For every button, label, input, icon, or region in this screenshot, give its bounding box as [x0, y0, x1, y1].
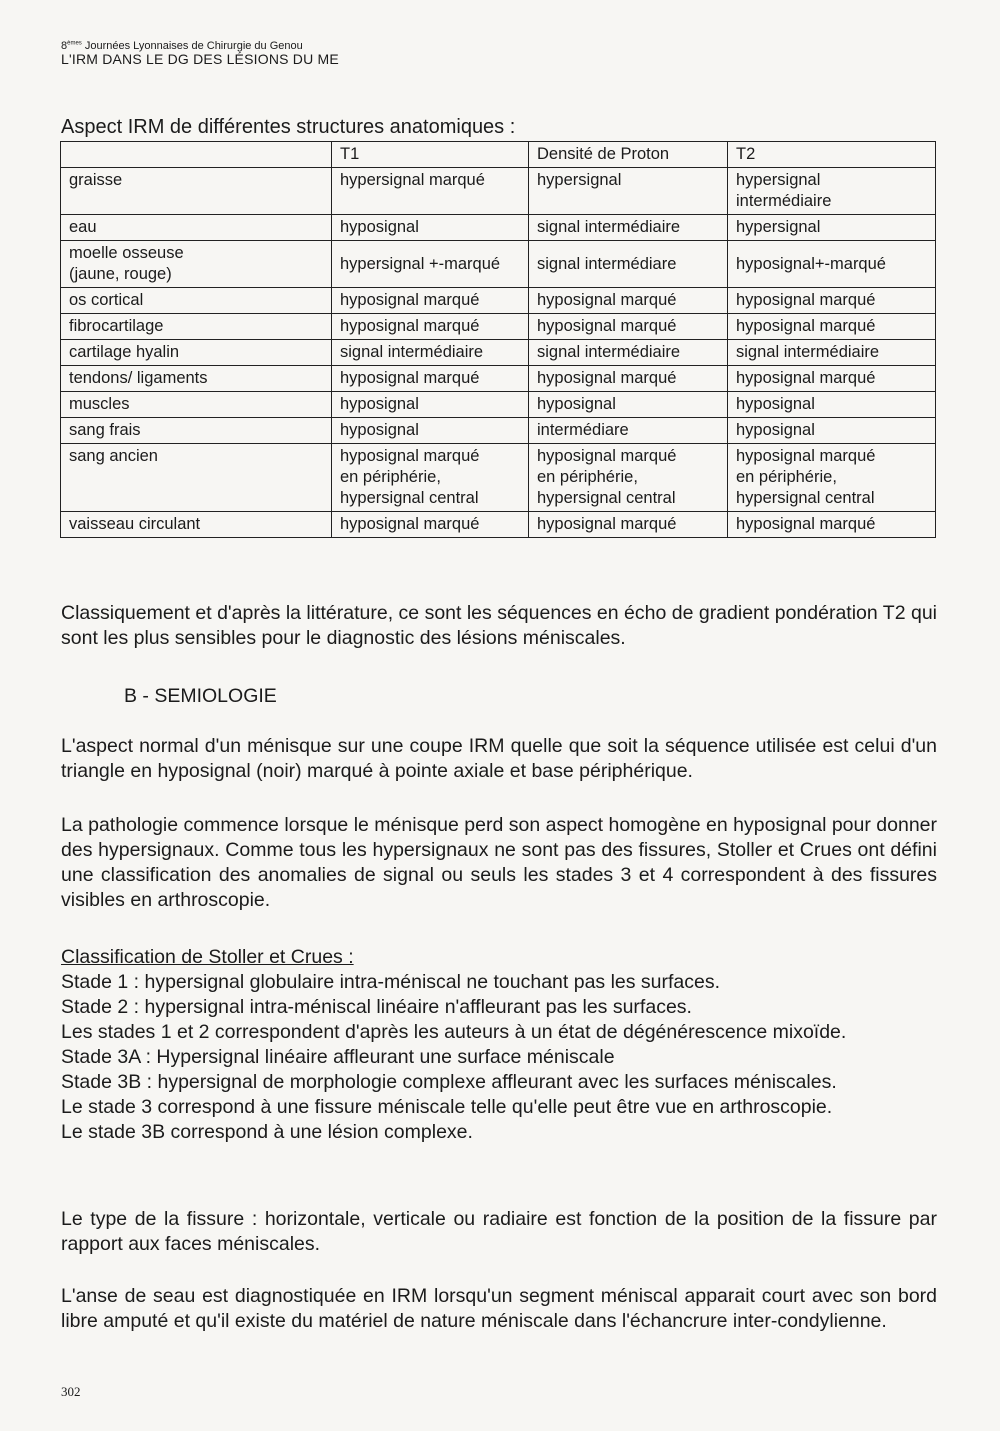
table-cell-t2 [728, 168, 936, 215]
cell-line: en périphérie, [340, 468, 441, 486]
edition-superscript: èmes [67, 40, 82, 47]
paragraph-sequences: Classiquement et d'après la littérature, ce sont les séquences en écho de gradient pondération T2 qui sont les plus sensibles pour le diagnostic des lésions méniscales. [61, 602, 937, 649]
table-header-row [61, 142, 936, 168]
cell-line: muscles [69, 395, 130, 413]
table-cell-dp [529, 366, 728, 392]
table-row [61, 215, 936, 241]
stades-1-2-note: Les stades 1 et 2 correspondent d'après les auteurs à un état de dégénérescence mixoïde. [61, 1021, 847, 1043]
table-cell-structure [61, 215, 332, 241]
cell-line: hyposignal marqué [736, 291, 876, 309]
cell-line: intermédiare [537, 421, 629, 439]
table-header [61, 142, 936, 168]
cell-line: hyposignal marqué [340, 447, 480, 465]
table-cell-t2 [728, 512, 936, 538]
paragraph-normal-aspect: L'aspect normal d'un ménisque sur une coupe IRM quelle que soit la séquence utilisée est celui d'un triangle en hyposignal (noir) marqué à pointe axiale et base périphérique. [61, 735, 937, 782]
cell-line: hyposignal marqué [537, 369, 677, 387]
cell-line: os cortical [69, 291, 144, 309]
chapter-title: L'IRM DANS LE DG DES LÉSIONS DU ME [61, 51, 339, 68]
cell-line: signal intermédiaire [736, 343, 880, 361]
cell-line: signal intermédiaire [537, 218, 681, 236]
table-cell-t2 [728, 288, 936, 314]
irm-aspect-table [60, 141, 936, 538]
header-cell-t1: T1 [332, 142, 529, 168]
cell-line: signal intermédiaire [537, 343, 681, 361]
table-cell-t1 [332, 418, 529, 444]
table-cell-t1 [332, 215, 529, 241]
table-row [61, 340, 936, 366]
cell-line: eau [69, 218, 97, 236]
cell-line: hyposignal marqué [340, 291, 480, 309]
table-cell-dp [529, 444, 728, 512]
stade-3b: Stade 3B : hypersignal de morphologie complexe affleurant avec les surfaces méniscales. [61, 1071, 837, 1093]
cell-line: hyposignal marqué [537, 291, 677, 309]
table-cell-t2 [728, 314, 936, 340]
header-cell-t2: T2 [728, 142, 936, 168]
conference-name: Journées Lyonnaises de Chirurgie du Genou [81, 40, 303, 52]
table-cell-structure [61, 314, 332, 340]
stade-2: Stade 2 : hypersignal intra-méniscal linéaire n'affleurant pas les surfaces. [61, 996, 692, 1018]
cell-line: hyposignal marqué [736, 515, 876, 533]
table-row [61, 392, 936, 418]
cell-line: hyposignal [340, 218, 419, 236]
cell-line: hyposignal [340, 421, 419, 439]
table-cell-t2 [728, 392, 936, 418]
table-cell-dp [529, 168, 728, 215]
cell-line: hypersignal central [736, 489, 875, 507]
cell-line: vaisseau circulant [69, 515, 201, 533]
table-cell-structure [61, 168, 332, 215]
table-cell-structure [61, 241, 332, 288]
cell-line: hyposignal+-marqué [736, 254, 886, 273]
cell-line: hyposignal marqué [340, 317, 480, 335]
cell-line: en périphérie, [537, 468, 638, 486]
cell-line: hyposignal marqué [537, 447, 677, 465]
table-cell-t2 [728, 444, 936, 512]
cell-line: hyposignal [736, 421, 815, 439]
table-row [61, 288, 936, 314]
table-cell-structure [61, 392, 332, 418]
table-cell-t1 [332, 444, 529, 512]
cell-line: hyposignal [340, 395, 419, 413]
table-cell-structure [61, 418, 332, 444]
table-row [61, 418, 936, 444]
cell-line: sang frais [69, 421, 141, 439]
classification-block [61, 945, 937, 1145]
table-cell-structure [61, 366, 332, 392]
table-row [61, 168, 936, 215]
table-cell-t1 [332, 366, 529, 392]
stade-1: Stade 1 : hypersignal globulaire intra-méniscal ne touchant pas les surfaces. [61, 971, 721, 993]
cell-line: moelle osseuse [69, 244, 184, 262]
cell-line: tendons/ ligaments [69, 369, 208, 387]
table-cell-t2 [728, 418, 936, 444]
stade-3b-note: Le stade 3B correspond à une lésion complexe. [61, 1121, 473, 1143]
stade-3a: Stade 3A : Hypersignal linéaire affleurant une surface méniscale [61, 1046, 615, 1068]
paragraph-fissure-type: Le type de la fissure : horizontale, verticale ou radiaire est fonction de la position de la fissure par rapport aux faces méniscales. [61, 1208, 937, 1255]
table-cell-dp [529, 288, 728, 314]
table-cell-t1 [332, 241, 529, 288]
table-cell-t2 [728, 241, 936, 288]
header-cell-structure [61, 142, 332, 168]
cell-line: hyposignal [736, 395, 815, 413]
table-cell-dp [529, 392, 728, 418]
table-cell-dp [529, 340, 728, 366]
cell-line: hypersignal [736, 218, 821, 236]
cell-line: hypersignal [736, 171, 821, 189]
table-cell-structure [61, 340, 332, 366]
stade-3-note: Le stade 3 correspond à une fissure méniscale telle qu'elle peut être vue en arthroscopie. [61, 1096, 833, 1118]
paragraph-bucket-handle: L'anse de seau est diagnostiquée en IRM lorsqu'un segment méniscal apparait court avec son bord libre amputé et qu'il existe du matériel de nature méniscale dans l'échancrure inter-condylienne. [61, 1285, 937, 1332]
page-number: 302 [61, 1384, 81, 1399]
cell-line: hypersignal +-marqué [340, 254, 501, 273]
table-cell-structure [61, 288, 332, 314]
running-header [61, 40, 339, 67]
table-cell-dp [529, 314, 728, 340]
cell-line: hyposignal [537, 395, 616, 413]
table-cell-t2 [728, 366, 936, 392]
table-cell-dp [529, 241, 728, 288]
cell-line: hypersignal [537, 171, 622, 189]
cell-line: (jaune, rouge) [69, 265, 172, 283]
table-row [61, 444, 936, 512]
table-cell-dp [529, 418, 728, 444]
cell-line: hyposignal marqué [736, 317, 876, 335]
cell-line: hyposignal marqué [537, 515, 677, 533]
table-body [61, 168, 936, 538]
cell-line: hyposignal marqué [537, 317, 677, 335]
table-cell-structure [61, 444, 332, 512]
cell-line: hyposignal marqué [340, 515, 480, 533]
header-cell-dp: Densité de Proton [529, 142, 728, 168]
table-cell-t1 [332, 512, 529, 538]
classification-title: Classification de Stoller et Crues : [61, 946, 354, 968]
table-cell-dp [529, 512, 728, 538]
table-cell-structure [61, 512, 332, 538]
cell-line: hypersignal central [340, 489, 479, 507]
table-cell-t2 [728, 340, 936, 366]
table-cell-t1 [332, 314, 529, 340]
cell-line: fibrocartilage [69, 317, 164, 335]
table-cell-t1 [332, 288, 529, 314]
cell-line: sang ancien [69, 447, 158, 465]
cell-line: intermédiaire [736, 192, 832, 210]
table-row [61, 241, 936, 288]
table-row [61, 314, 936, 340]
cell-line: hyposignal marqué [736, 369, 876, 387]
cell-line: en périphérie, [736, 468, 837, 486]
cell-line: hyposignal marqué [340, 369, 480, 387]
table-cell-t1 [332, 168, 529, 215]
cell-line: hypersignal marqué [340, 171, 485, 189]
table-row [61, 512, 936, 538]
table-row [61, 366, 936, 392]
table-title: Aspect IRM de différentes structures anatomiques : [61, 116, 516, 138]
cell-line: graisse [69, 171, 123, 189]
section-heading-semiologie: B - SEMIOLOGIE [124, 685, 277, 707]
table-cell-t1 [332, 392, 529, 418]
paragraph-pathology: La pathologie commence lorsque le ménisque perd son aspect homogène en hyposignal pour donner des hypersignaux. Comme tous les hypersignaux ne sont pas des fissures, Stoller et Crues ont défini une classification des anomalies de signal ou seuls les stades 3 et 4 correspondent à des fissures visibles en arthroscopie. [61, 814, 937, 911]
cell-line: signal intermédiare [537, 254, 677, 273]
edition-number: 8 [61, 40, 68, 52]
table-cell-t2 [728, 215, 936, 241]
table-cell-t1 [332, 340, 529, 366]
cell-line: hyposignal marqué [736, 447, 876, 465]
cell-line: signal intermédiaire [340, 343, 484, 361]
cell-line: cartilage hyalin [69, 343, 180, 361]
table-cell-dp [529, 215, 728, 241]
cell-line: hypersignal central [537, 489, 676, 507]
